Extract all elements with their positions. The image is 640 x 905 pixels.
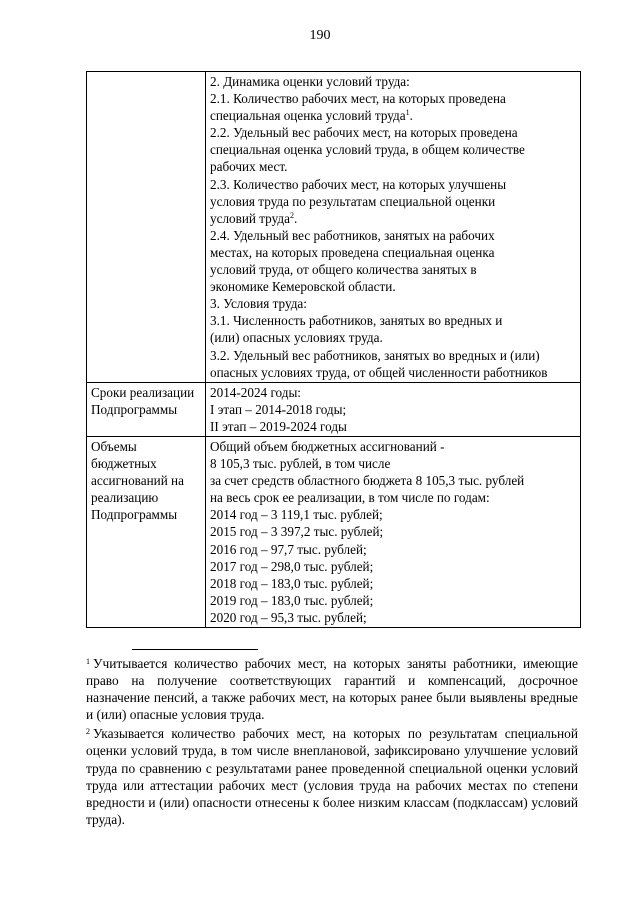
table-row [87,436,581,627]
row-label-line: Сроки реализации [91,384,195,400]
content-line [210,227,577,244]
content-text: 2020 год – 95,3 тыс. рублей; [210,609,367,625]
content-text: специальная оценка условий труда, в общем количестве [210,142,525,158]
content-text: 2014-2024 годы: [210,384,301,400]
footnote-text: Учитывается количество рабочих мест, на которых заняты работники, имеющие право на получение соответствующих гарантий и компенсаций, досрочное назначение пенсий, а также рабочих мест, на которых ранее были выявлены вредные и (или) опасные условия труда. [86,656,578,723]
footnote-number: 2 [86,727,90,737]
content-line [210,124,577,141]
content-text: 3.1. Численность работников, занятых во вредных и [210,313,503,329]
content-line [210,592,577,609]
row-label-line: Подпрограммы [91,507,178,523]
content-line [210,193,577,210]
content-line [210,489,577,506]
content-line [210,347,577,364]
content-line [210,506,577,523]
content-line [210,438,577,455]
content-line [210,455,577,472]
content-text: 2015 год – 3 397,2 тыс. рублей; [210,524,384,540]
content-text: условий труда [210,210,290,226]
content-text: 2. Динамика оценки условий труда: [210,74,410,89]
content-text: условий труда, от общего количества занятых в [210,262,477,278]
content-text: 8 105,3 тыс. рублей, в том числе [210,456,391,472]
content-line [210,364,577,381]
footnote-reference: 1 [405,108,410,118]
footnote-text: Указывается количество рабочих мест, на которых по результатам специальной оценки условий труда, в том числе внеплановой, зафиксировано улучшение условий труда по сравнению с результатами ранее проведенной специальной оценки условий труда или аттестации рабочих мест (условия труда на рабочих местах по степени вредности и (или) опасности отнесены к более низким классам (подклассам) условий труда). [86,726,578,827]
table-row [87,72,581,383]
content-text: опасных условиях труда, от общей численности работников [210,364,548,380]
footnotes [86,653,578,828]
content-line [210,141,577,158]
row-label-line: Объемы [91,438,137,454]
content-line [210,244,577,261]
content-text: 2.2. Удельный вес рабочих мест, на которых проведена [210,125,518,141]
content-line [210,73,577,90]
page-number: 190 [309,28,331,43]
content-text: 2.1. Количество рабочих мест, на которых проведена [210,91,506,107]
row-content-cell [206,72,581,383]
content-line [210,523,577,540]
content-line [210,278,577,295]
content-text: на весь срок ее реализации, в том числе по годам: [210,490,490,506]
content-text: II этап – 2019-2024 годы [210,418,347,434]
content-text: 2017 год – 298,0 тыс. рублей; [210,558,374,574]
row-label-cell [87,72,206,383]
content-line [210,418,577,435]
content-punctuation: . [293,210,298,226]
content-text: рабочих мест. [210,159,288,175]
content-line [210,261,577,278]
content-line [210,541,577,558]
row-content-cell [206,382,581,436]
content-text: местах, на которых проведена специальная оценка [210,244,495,260]
content-text: 2016 год – 97,7 тыс. рублей; [210,541,367,557]
row-label-line: ассигнований на [91,473,184,489]
content-line [210,575,577,592]
content-text: 2019 год – 183,0 тыс. рублей; [210,592,374,608]
content-line [210,90,577,107]
footnote-number: 1 [86,657,90,666]
footnote-reference: 2 [289,210,294,220]
content-line [210,176,577,193]
content-text: Общий объем бюджетных ассигнований - [210,438,445,454]
footnote-separator [132,649,258,650]
content-line [210,329,577,346]
row-label-line: реализацию [91,490,159,506]
content-line [210,609,577,626]
row-content-cell [206,436,581,627]
table-row [87,382,581,436]
content-text: за счет средств областного бюджета 8 105,3 тыс. рублей [210,473,525,489]
content-text: (или) опасных условиях труда. [210,330,383,346]
footnote [86,723,578,828]
row-label-cell [87,436,206,627]
content-line [210,558,577,575]
row-label-line: бюджетных [91,456,157,472]
content-line [210,312,577,329]
content-line [210,401,577,418]
content-punctuation: . [409,108,413,124]
content-text: 2.3. Количество рабочих мест, на которых улучшены [210,176,507,192]
content-text: 3. Условия труда: [210,296,307,312]
content-line [210,107,577,124]
content-line [210,295,577,312]
content-text: специальная оценка условий труда [210,108,406,124]
content-text: условия труда по результатам специальной оценки [210,193,496,209]
row-label-line: Подпрограммы [91,401,178,417]
content-text: 3.2. Удельный вес работников, занятых во вредных и (или) [210,347,540,363]
content-text: экономике Кемеровской области. [210,279,396,295]
content-line [210,210,577,227]
content-text: 2.4. Удельный вес работников, занятых на рабочих [210,227,495,243]
content-line [210,472,577,489]
content-line [210,158,577,175]
content-line [210,384,577,401]
content-text: I этап – 2014-2018 годы; [210,401,347,417]
row-label-cell [87,382,206,436]
footnote [86,653,578,723]
content-text: 2014 год – 3 119,1 тыс. рублей; [210,507,383,523]
content-text: 2018 год – 183,0 тыс. рублей; [210,575,374,591]
passport-table [86,71,581,628]
